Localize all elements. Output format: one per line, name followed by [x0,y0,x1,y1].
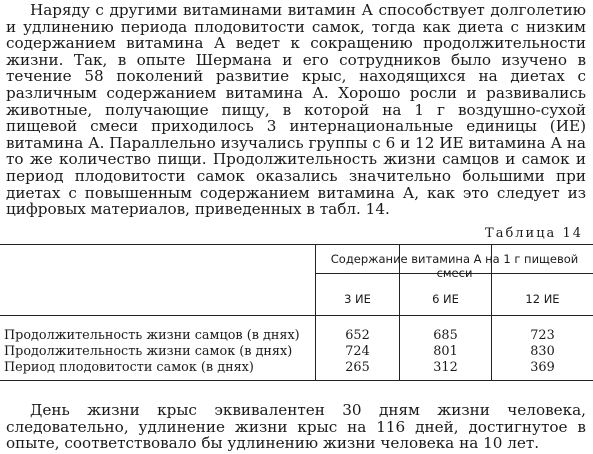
intro-paragraph: Наряду с другими витаминами витамин А способствует долголетию и удлинению периода плодовитости самок, тогда как диета с низким содержанием витамина А ведет к сокращению продолжительности жизни. Так, в опыте Шермана и его сотрудников было изучено в течение 58 поколений развитие крыс, находящихся на диетах с различным содержанием витамина А. Хорошо росли и развивались животные, получающие пищу, в которой на 1 г воздушно-сухой пищевой смеси приходилось 3 интернациональные единицы (ИЕ) витамина А. Параллельно изучались группы с 6 и 12 ИЕ витамина А на то же количество пищи. Продолжительность жизни самцов и самок и период плодовитости самок оказались значительно большими при диетах с повышенным содержанием витамина А, как это следует из цифровых материалов, приведенных в табл. 14. [6,1,586,219]
table-caption: Таблица 14 [485,226,583,241]
data-table [0,244,593,381]
row-label: Продолжительность жизни самок (в днях) [4,344,293,359]
table-cell: 801 [433,344,458,359]
table-cell: 724 [345,344,370,359]
table-cell: 830 [530,344,555,359]
column-header: 6 ИЕ [432,292,459,306]
table-cell: 723 [530,328,555,343]
column-header: 12 ИЕ [525,292,560,306]
table-divider [0,315,593,316]
conclusion-paragraph: День жизни крыс эквивалентен 30 дням жизни человека, следовательно, удлинение жизни крыс на 116 дней, достигнутое в опыте, соответствовало бы удлинению жизни человека на 10 лет. [6,401,586,453]
row-label: Период плодовитости самок (в днях) [4,360,254,375]
table-cell: 685 [433,328,458,343]
group-header: Содержание витамина А на 1 г пищевой смеси [330,252,579,280]
table-cell: 312 [433,360,458,375]
column-header: 3 ИЕ [344,292,371,306]
table-cell: 652 [345,328,370,343]
table-cell: 369 [530,360,555,375]
row-label: Продолжительность жизни самцов (в днях) [4,328,300,343]
table-cell: 265 [345,360,370,375]
